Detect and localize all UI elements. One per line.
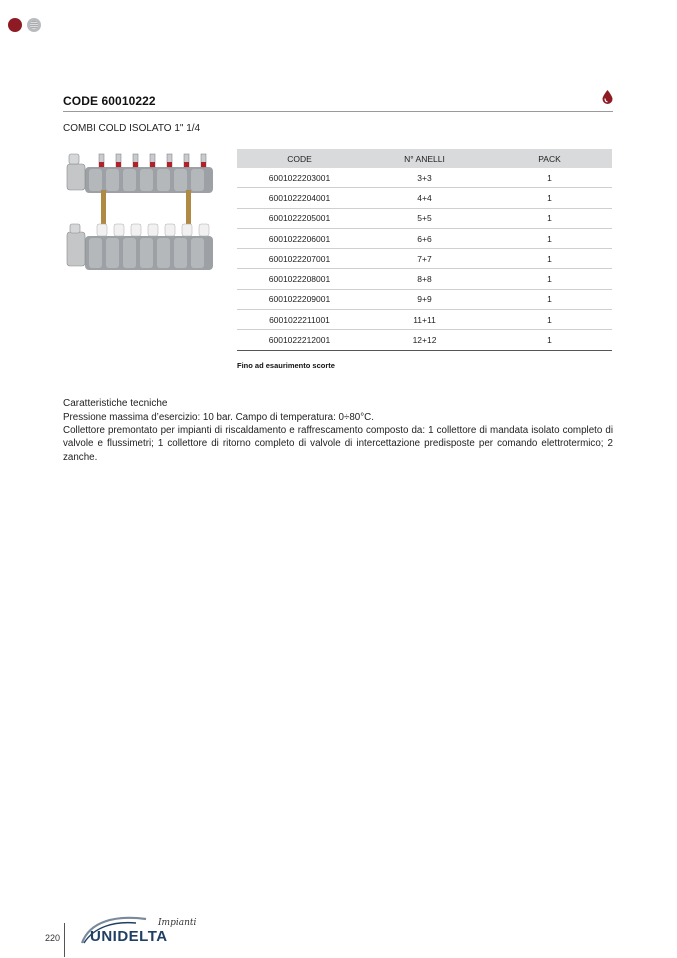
- table-row: [237, 208, 612, 228]
- cell-pack: 1: [487, 289, 612, 309]
- table-row: [237, 330, 612, 350]
- logo-wordmark-text: UNIDELTA: [90, 928, 168, 945]
- cell-code: 6001022205001: [237, 208, 362, 228]
- table-row: [237, 289, 612, 309]
- cell-rings: 9+9: [362, 289, 487, 309]
- brand-dot-grey: [27, 18, 41, 32]
- product-code-title: CODE 60010222: [63, 94, 156, 108]
- cell-code: 6001022206001: [237, 228, 362, 248]
- product-variants-table: [237, 149, 612, 351]
- cell-pack: 1: [487, 269, 612, 289]
- cell-rings: 5+5: [362, 208, 487, 228]
- tech-specs-text: [63, 411, 613, 464]
- manifold-product-image: [63, 150, 219, 280]
- column-header-code: CODE: [237, 149, 362, 168]
- cell-rings: 11+11: [362, 310, 487, 330]
- footer-divider: [64, 923, 65, 957]
- cell-code: 6001022209001: [237, 289, 362, 309]
- page-number: 220: [45, 933, 61, 943]
- unidelta-logo: [76, 913, 211, 945]
- cell-pack: 1: [487, 208, 612, 228]
- brand-dot-red: [8, 18, 22, 32]
- cell-pack: 1: [487, 228, 612, 248]
- cell-code: 6001022204001: [237, 188, 362, 208]
- tech-specs-line: Collettore premontato per impianti di riscaldamento e raffrescamento composto da: 1 collettore di mandata isolato completo di valvole e flussimetri; 1 collettore di ritorno completo di valvole di intercettazione predisposte per comando elettrotermico; 2 zanche.: [63, 425, 613, 463]
- cell-rings: 6+6: [362, 228, 487, 248]
- cell-pack: 1: [487, 330, 612, 350]
- table-header-row: [237, 149, 612, 168]
- table-row: [237, 310, 612, 330]
- table-row: [237, 249, 612, 269]
- cell-rings: 7+7: [362, 249, 487, 269]
- table-row: [237, 168, 612, 188]
- cell-pack: 1: [487, 168, 612, 188]
- title-divider: [63, 111, 613, 112]
- cell-pack: 1: [487, 310, 612, 330]
- column-header-rings: N° ANELLI: [362, 149, 487, 168]
- table-row: [237, 228, 612, 248]
- stock-note: Fino ad esaurimento scorte: [237, 361, 335, 370]
- tech-specs-heading: Caratteristiche tecniche: [63, 398, 168, 409]
- cell-rings: 12+12: [362, 330, 487, 350]
- product-subtitle: COMBI COLD ISOLATO 1" 1/4: [63, 123, 201, 134]
- cell-code: 6001022211001: [237, 310, 362, 330]
- cell-rings: 8+8: [362, 269, 487, 289]
- table-row: [237, 269, 612, 289]
- tech-specs-line: Pressione massima d’esercizio: 10 bar. Campo di temperatura: 0÷80°C.: [63, 412, 374, 423]
- water-drop-icon: [602, 90, 613, 104]
- table-row: [237, 188, 612, 208]
- cell-rings: 3+3: [362, 168, 487, 188]
- cell-code: 6001022203001: [237, 168, 362, 188]
- logo-script-text: Impianti: [158, 918, 197, 928]
- cell-pack: 1: [487, 249, 612, 269]
- cell-pack: 1: [487, 188, 612, 208]
- cell-rings: 4+4: [362, 188, 487, 208]
- cell-code: 6001022207001: [237, 249, 362, 269]
- column-header-pack: PACK: [487, 149, 612, 168]
- cell-code: 6001022212001: [237, 330, 362, 350]
- cell-code: 6001022208001: [237, 269, 362, 289]
